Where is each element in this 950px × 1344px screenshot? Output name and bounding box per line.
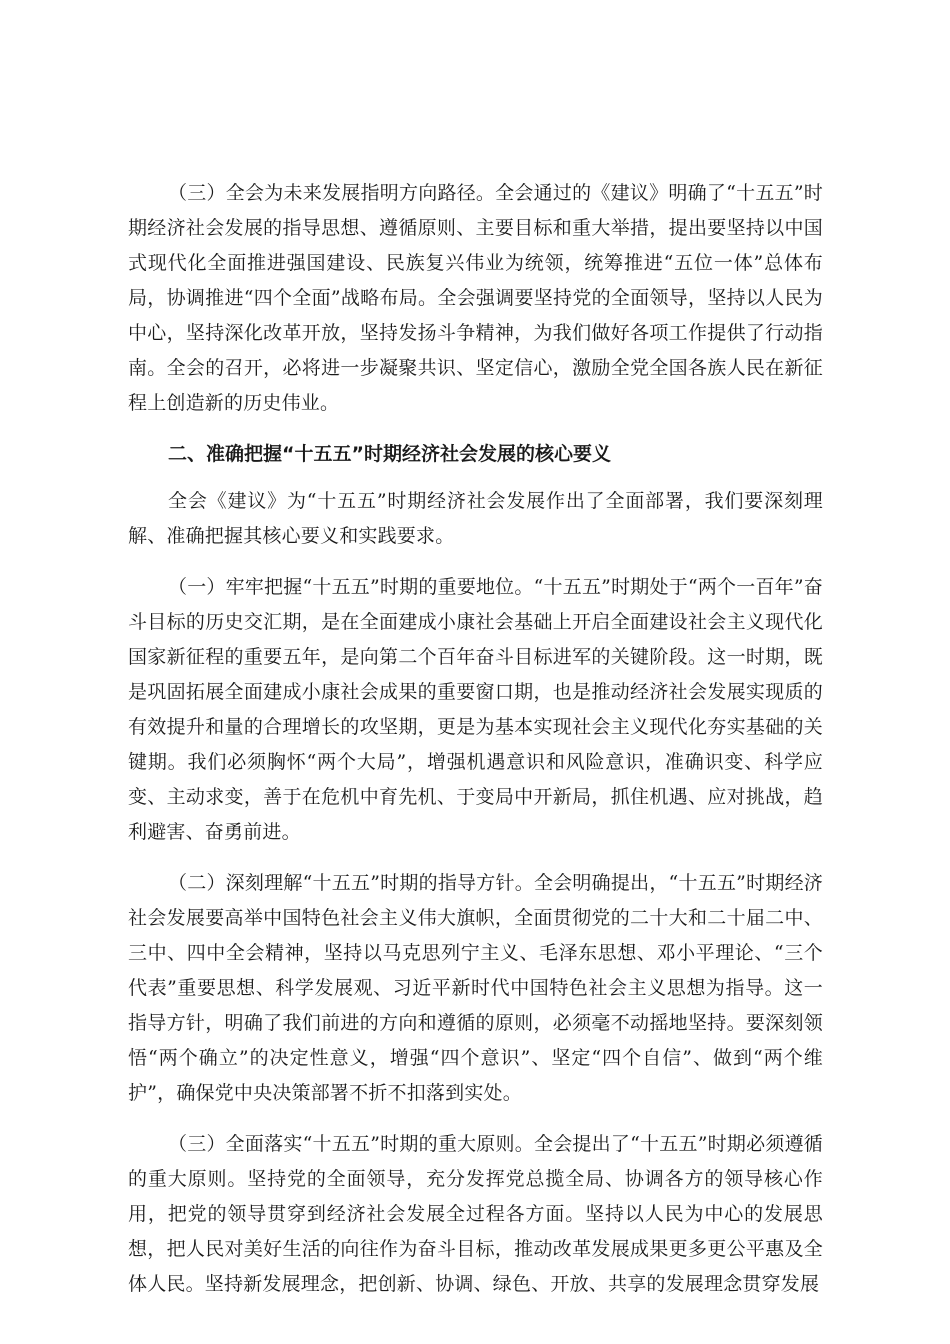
paragraph-major-principles: （三）全面落实“十五五”时期的重大原则。全会提出了“十五五”时期必须遵循的重大原则。坚持党的全面领导，充分发挥党总揽全局、协调各方的领导核心作用，把党的领导贯穿到经济社会发展全过程各方面。坚持以人民为中心的发展思想，把人民对美好生活的向往作为奋斗目标，推动改革发展成果更多更公平惠及全体人民。坚持新发展理念，把创新、协调、绿色、开放、共享的发展理念贯穿发展 — [128, 1133, 823, 1295]
section-heading-core-meaning: 二、准确把握“十五五”时期经济社会发展的核心要义 — [168, 443, 611, 465]
paragraph-direction-path: （三）全会为未来发展指明方向路径。全会通过的《建议》明确了“十五五”时期经济社会发展的指导思想、遵循原则、主要目标和重大举措，提出要坚持以中国式现代化全面推进强国建设、民族复兴伟业为统领，统筹推进“五位一体”总体布局，协调推进“四个全面”战略布局。全会强调要坚持党的全面领导，坚持以人民为中心，坚持深化改革开放，坚持发扬斗争精神，为我们做好各项工作提供了行动指南。全会的召开，必将进一步凝聚共识、坚定信心，激励全党全国各族人民在新征程上创造新的历史伟业。 — [128, 182, 823, 414]
paragraph-important-position: （一）牢牢把握“十五五”时期的重要地位。“十五五”时期处于“两个一百年”奋斗目标的历史交汇期，是在全面建成小康社会基础上开启全面建设社会主义现代化国家新征程的重要五年，是向第二个百年奋斗目标进军的关键阶段。这一时期，既是巩固拓展全面建成小康社会成果的重要窗口期，也是推动经济社会发展实现质的有效提升和量的合理增长的攻坚期，更是为基本实现社会主义现代化夯实基础的关键期。我们必须胸怀“两个大局”，增强机遇意识和风险意识，准确识变、科学应变、主动求变，善于在危机中育先机、于变局中开新局，抓住机遇、应对挑战，趋利避害、奋勇前进。 — [128, 576, 823, 843]
document-body — [128, 176, 823, 1318]
paragraph-guiding-principle: （二）深刻理解“十五五”时期的指导方针。全会明确提出，“十五五”时期经济社会发展要高举中国特色社会主义伟大旗帜，全面贯彻党的二十大和二十届二中、三中、四中全会精神，坚持以马克思列宁主义、毛泽东思想、邓小平理论、“三个代表”重要思想、科学发展观、习近平新时代中国特色社会主义思想为指导。这一指导方针，明确了我们前进的方向和遵循的原则，必须毫不动摇地坚持。要深刻领悟“两个确立”的决定性意义，增强“四个意识”、坚定“四个自信”、做到“两个维护”，确保党中央决策部署不折不扣落到实处。 — [128, 872, 823, 1104]
paragraph-section-intro: 全会《建议》为“十五五”时期经济社会发展作出了全面部署，我们要深刻理解、准确把握其核心要义和实践要求。 — [128, 490, 823, 547]
